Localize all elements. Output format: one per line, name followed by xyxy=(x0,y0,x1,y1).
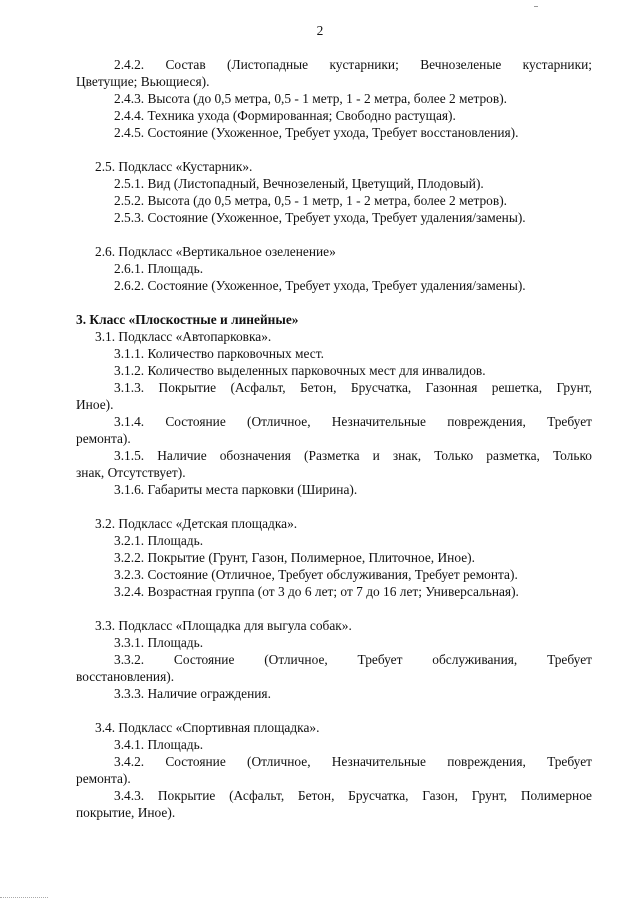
document-line: 2.4.3. Высота (до 0,5 метра, 0,5 - 1 метр, 1 - 2 метра, более 2 метров). xyxy=(114,91,508,106)
document-line: 2.4.4. Техника ухода (Формированная; Свободно растущая). xyxy=(114,108,456,123)
paragraph-gap xyxy=(76,498,592,515)
document-line: 3.3.2. Состояние (Отличное, Требует обслуживания, Требует xyxy=(114,652,592,667)
document-line: 3.4.3. Покрытие (Асфальт, Бетон, Брусчатка, Газон, Грунт, Полимерное xyxy=(114,788,592,803)
document-line: восстановления). xyxy=(76,669,175,684)
document-line: 2.6.2. Состояние (Ухоженное, Требует ухода, Требует удаления/замены). xyxy=(114,278,526,293)
paragraph-gap xyxy=(76,600,592,617)
document-line: 3.4.2. Состояние (Отличное, Незначительные повреждения, Требует xyxy=(114,754,592,769)
document-line: 3.2.4. Возрастная группа (от 3 до 6 лет; от 7 до 16 лет; Универсальная). xyxy=(114,584,519,599)
footer-rule xyxy=(0,897,48,898)
section-heading xyxy=(76,311,592,328)
document-line: 3.2. Подкласс «Детская площадка». xyxy=(95,516,298,531)
paragraph-gap xyxy=(76,294,592,311)
document-line: 3.2.2. Покрытие (Грунт, Газон, Полимерное, Плиточное, Иное). xyxy=(114,550,475,565)
document-line: покрытие, Иное). xyxy=(76,805,176,820)
document-line: 2.4.5. Состояние (Ухоженное, Требует ухода, Требует восстановления). xyxy=(114,125,519,140)
document-line: ремонта). xyxy=(76,431,131,446)
page-number: 2 xyxy=(316,23,324,38)
document-line: 3.3.3. Наличие ограждения. xyxy=(114,686,271,701)
document-line: Иное). xyxy=(76,397,114,412)
document-line: 3.1.5. Наличие обозначения (Разметка и знак, Только разметка, Только xyxy=(114,448,592,463)
document-line: 2.6.1. Площадь. xyxy=(114,261,204,276)
document-line: 2.4.2. Состав (Листопадные кустарники; Вечнозеленые кустарники; xyxy=(114,57,592,72)
document-line: 3.2.3. Состояние (Отличное, Требует обслуживания, Требует ремонта). xyxy=(114,567,518,582)
document-line: 3.1.6. Габариты места парковки (Ширина). xyxy=(114,482,358,497)
paragraph-gap xyxy=(76,226,592,243)
document-line: 2.5. Подкласс «Кустарник». xyxy=(95,159,253,174)
document-line: 2.6. Подкласс «Вертикальное озеленение» xyxy=(95,244,336,259)
document-line: 3.4. Подкласс «Спортивная площадка». xyxy=(95,720,320,735)
section-heading-text: 3. Класс «Плоскостные и линейные» xyxy=(76,312,299,327)
document-line: Цветущие; Вьющиеся). xyxy=(76,74,210,89)
paragraph-gap xyxy=(76,702,592,719)
paragraph-gap xyxy=(76,141,592,158)
document-line: 2.5.3. Состояние (Ухоженное, Требует ухода, Требует удаления/замены). xyxy=(114,210,526,225)
document-line: 3.1. Подкласс «Автопарковка». xyxy=(95,329,272,344)
document-body xyxy=(76,56,592,821)
document-line: 3.1.1. Количество парковочных мест. xyxy=(114,346,324,361)
document-line: ремонта). xyxy=(76,771,131,786)
document-line: 3.4.1. Площадь. xyxy=(114,737,204,752)
document-line: 3.2.1. Площадь. xyxy=(114,533,204,548)
document-line: 3.3. Подкласс «Площадка для выгула собак». xyxy=(95,618,352,633)
document-line: 3.3.1. Площадь. xyxy=(114,635,204,650)
document-line: знак, Отсутствует). xyxy=(76,465,186,480)
document-line: 3.1.2. Количество выделенных парковочных мест для инвалидов. xyxy=(114,363,486,378)
document-line: 2.5.1. Вид (Листопадный, Вечнозеленый, Цветущий, Плодовый). xyxy=(114,176,484,191)
scan-mark xyxy=(534,6,538,7)
document-line: 3.1.4. Состояние (Отличное, Незначительные повреждения, Требует xyxy=(114,414,592,429)
document-line: 3.1.3. Покрытие (Асфальт, Бетон, Брусчатка, Газонная решетка, Грунт, xyxy=(114,380,592,395)
document-line: 2.5.2. Высота (до 0,5 метра, 0,5 - 1 метр, 1 - 2 метра, более 2 метров). xyxy=(114,193,508,208)
